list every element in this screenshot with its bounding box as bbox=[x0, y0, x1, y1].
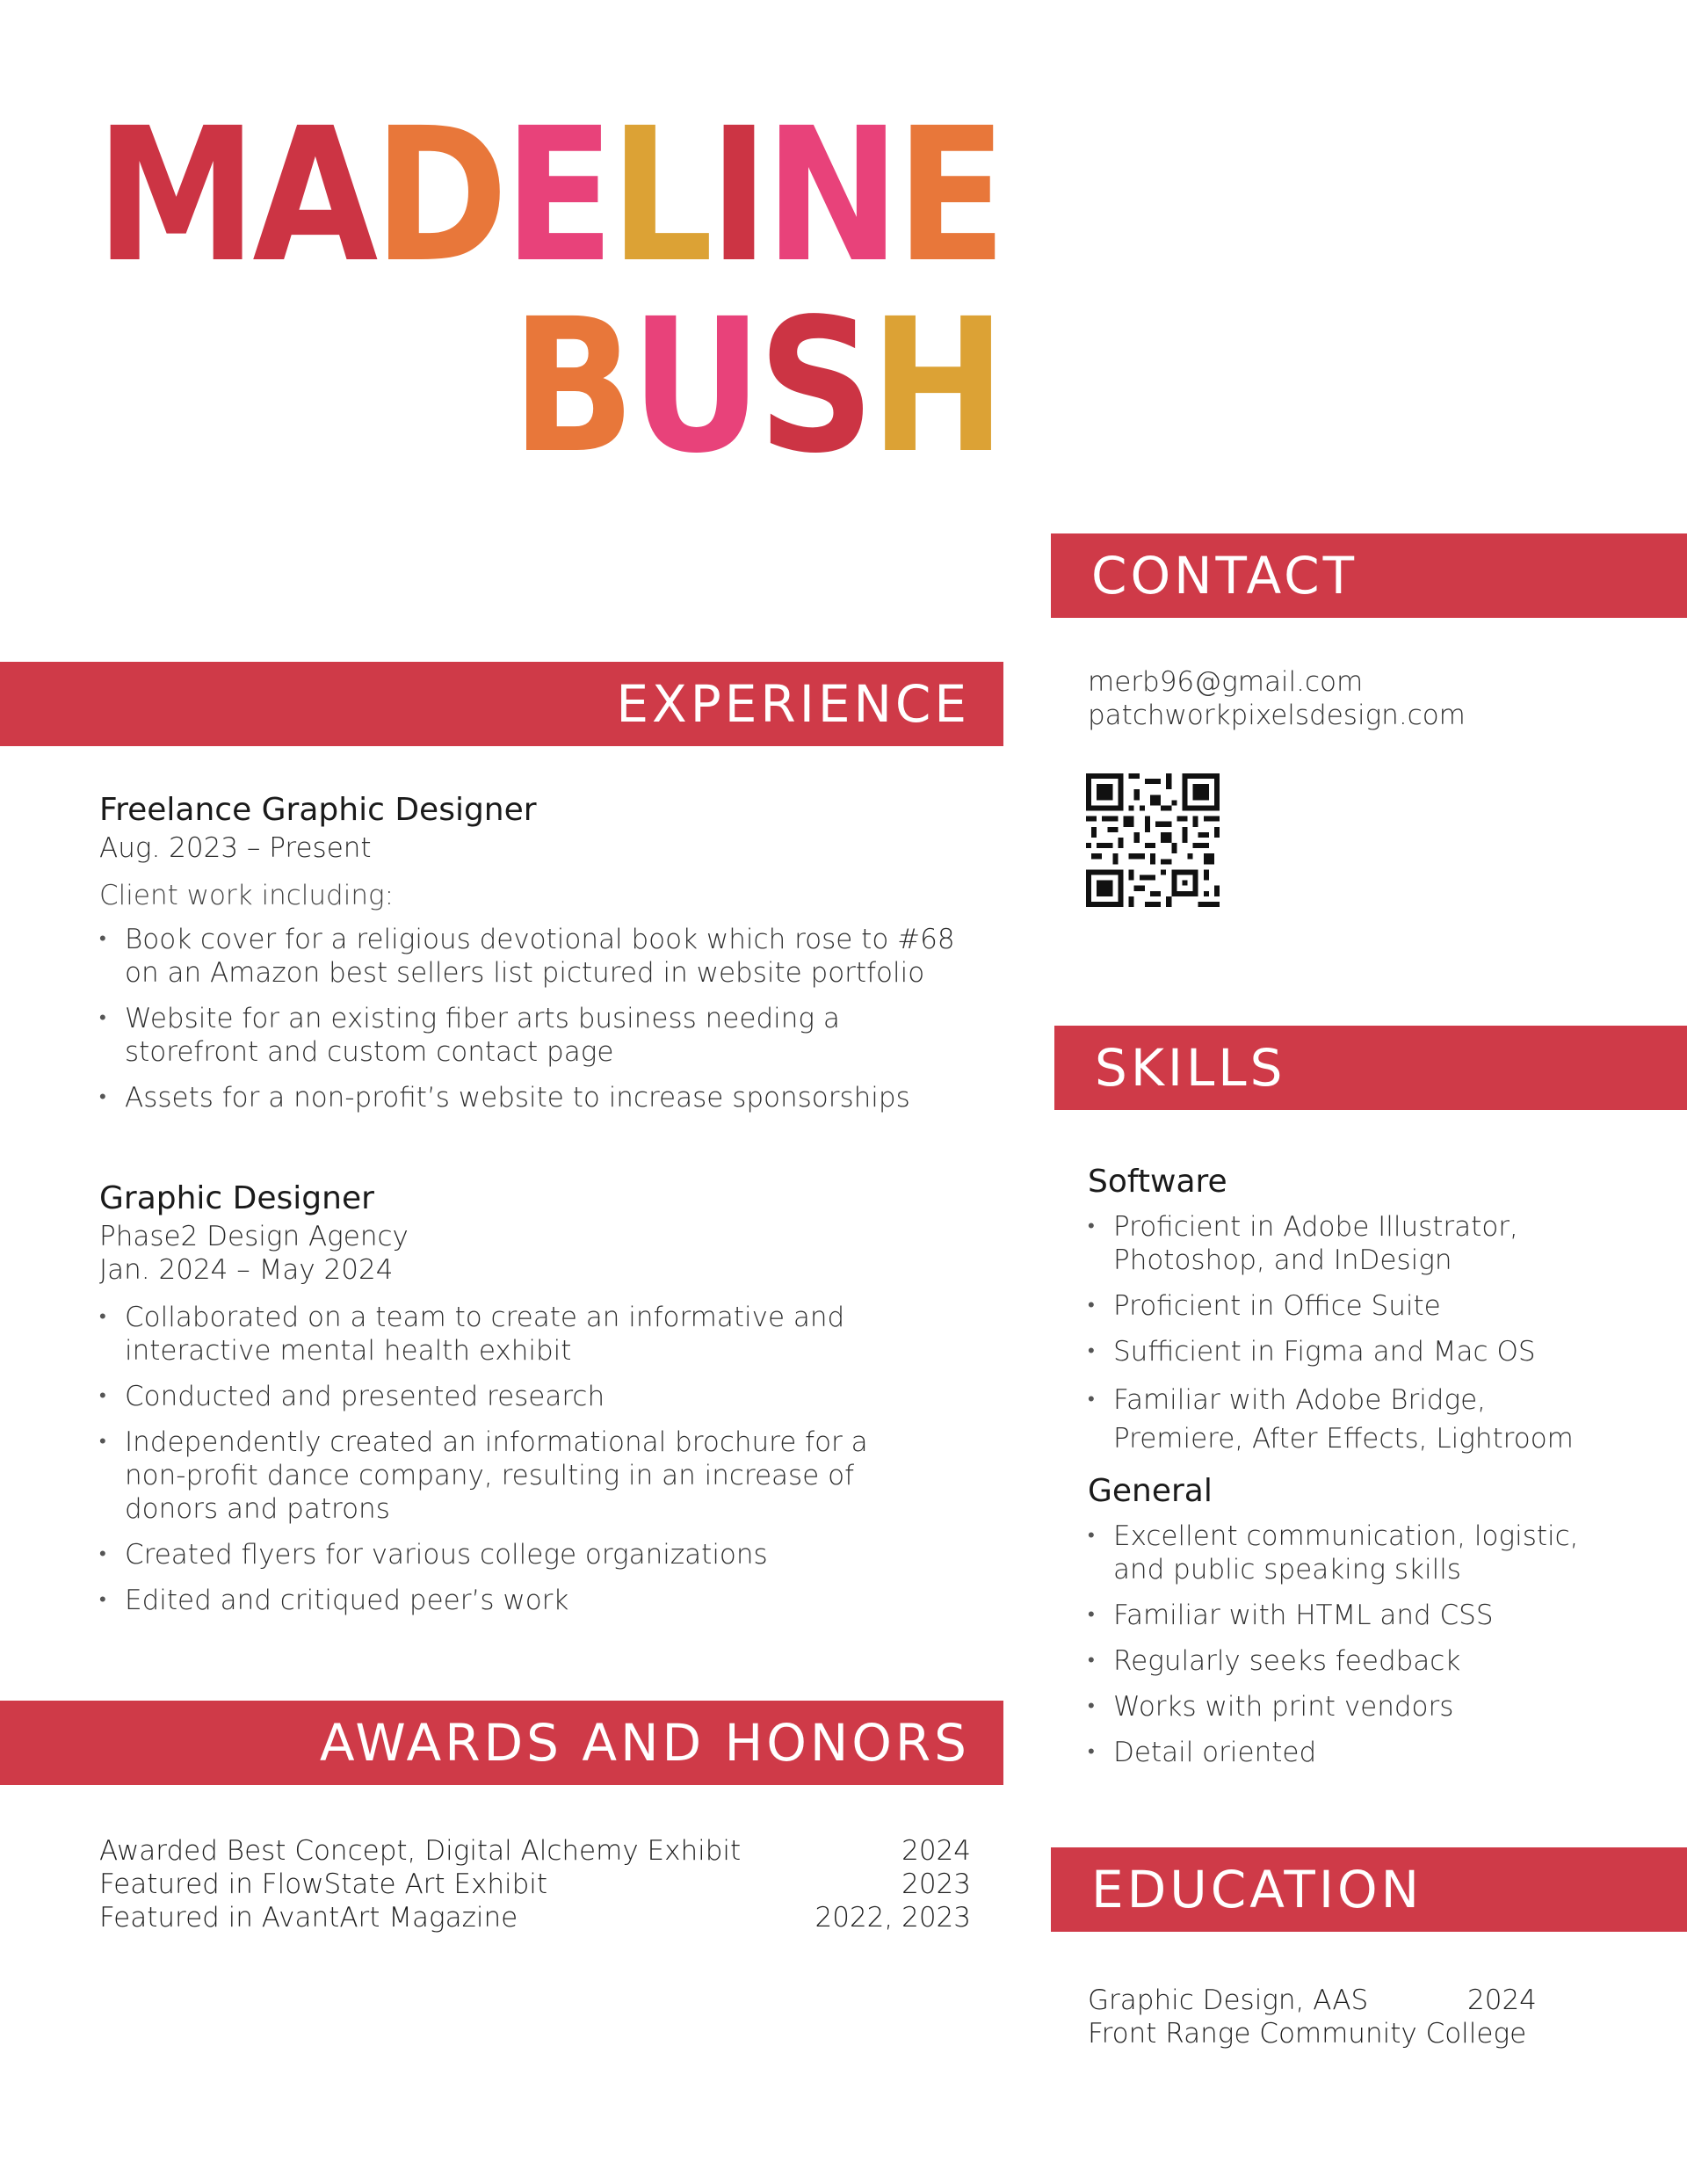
software-list bbox=[1088, 1210, 1650, 1458]
name-letters: E bbox=[503, 88, 610, 303]
award-row bbox=[99, 1868, 971, 1901]
list-item: • Proficient in Office Suite bbox=[1088, 1289, 1650, 1323]
contact-banner bbox=[1051, 533, 1687, 618]
job-freelance bbox=[99, 789, 978, 1127]
award-year: 2023 bbox=[901, 1868, 971, 1900]
award-label: Featured in FlowState Art Exhibit bbox=[99, 1868, 548, 1900]
job-dates: Jan. 2024 – May 2024 bbox=[99, 1254, 394, 1286]
name-letters: N bbox=[764, 88, 896, 303]
skills-section bbox=[1088, 1161, 1650, 1781]
name-letters: S bbox=[757, 279, 871, 494]
awards-banner bbox=[0, 1701, 1003, 1785]
list-item: • Proficient in Adobe Illustrator, Photoshop, and InDesign bbox=[1088, 1210, 1553, 1277]
list-item: • Familiar with Adobe Bridge, Premiere, After Effects, Lightroom bbox=[1088, 1381, 1605, 1458]
contact-section bbox=[1088, 665, 1650, 732]
name-letters: H bbox=[870, 279, 1002, 494]
job-title: Graphic Designer bbox=[99, 1180, 374, 1216]
list-item: • Familiar with HTML and CSS bbox=[1088, 1599, 1650, 1632]
name-letters: U bbox=[630, 279, 758, 494]
contact-email[interactable]: merb96@gmail.com bbox=[1088, 666, 1364, 698]
name-first bbox=[95, 88, 1002, 303]
list-item: • Regularly seeks feedback bbox=[1088, 1644, 1650, 1678]
award-label: Awarded Best Concept, Digital Alchemy Exhibit bbox=[99, 1835, 742, 1867]
list-item: • Book cover for a religious devotional book which rose to #68 on an Amazon best sellers list pictured in website portfolio bbox=[99, 923, 968, 990]
general-list bbox=[1088, 1520, 1650, 1769]
list-item: • Created flyers for various college organizations bbox=[99, 1538, 978, 1571]
education-row bbox=[1088, 1984, 1650, 2017]
list-item: • Edited and critiqued peer’s work bbox=[99, 1584, 978, 1617]
list-item: • Website for an existing fiber arts business needing a storefront and custom contact page bbox=[99, 1002, 880, 1069]
education-heading: EDUCATION bbox=[1091, 1860, 1423, 1919]
job-company: Phase2 Design Agency bbox=[99, 1221, 409, 1252]
education-year: 2024 bbox=[1467, 1984, 1537, 2016]
experience-banner bbox=[0, 662, 1003, 746]
list-item: • Detail oriented bbox=[1088, 1736, 1650, 1769]
contact-heading: CONTACT bbox=[1091, 546, 1358, 606]
job-phase2 bbox=[99, 1178, 978, 1629]
experience-heading: EXPERIENCE bbox=[616, 674, 970, 734]
name-letters: I bbox=[708, 88, 764, 303]
qr-code-icon[interactable] bbox=[1086, 773, 1220, 907]
awards-heading: AWARDS AND HONORS bbox=[319, 1713, 970, 1773]
general-heading: General bbox=[1088, 1473, 1213, 1509]
award-year: 2022, 2023 bbox=[815, 1902, 971, 1934]
education-school: Front Range Community College bbox=[1088, 2018, 1527, 2050]
awards-list bbox=[99, 1834, 971, 1934]
skills-heading: SKILLS bbox=[1095, 1038, 1286, 1098]
name-letters: MA bbox=[95, 88, 373, 303]
skills-banner bbox=[1054, 1026, 1687, 1110]
job-title: Freelance Graphic Designer bbox=[99, 792, 537, 828]
name-letters: D bbox=[373, 88, 503, 303]
list-item: • Excellent communication, logistic, and public speaking skills bbox=[1088, 1520, 1623, 1586]
name-letters: E bbox=[895, 88, 1002, 303]
contact-website[interactable]: patchworkpixelsdesign.com bbox=[1088, 700, 1466, 731]
job-dates: Aug. 2023 – Present bbox=[99, 832, 372, 864]
award-row bbox=[99, 1834, 971, 1868]
list-item: • Collaborated on a team to create an informative and interactive mental health exhibit bbox=[99, 1301, 880, 1368]
list-item: • Works with print vendors bbox=[1088, 1690, 1650, 1723]
list-item: • Independently created an informational brochure for a non-profit dance company, resulting in an increase of donors and patrons bbox=[99, 1426, 898, 1526]
list-item: • Sufficient in Figma and Mac OS bbox=[1088, 1335, 1650, 1368]
award-label: Featured in AvantArt Magazine bbox=[99, 1902, 518, 1934]
name-letters: B bbox=[511, 279, 631, 494]
software-heading: Software bbox=[1088, 1164, 1227, 1200]
job-intro: Client work including: bbox=[99, 880, 395, 911]
education-banner bbox=[1051, 1847, 1687, 1932]
job-bullets bbox=[99, 923, 978, 1114]
job-bullets bbox=[99, 1301, 978, 1617]
award-row bbox=[99, 1901, 971, 1934]
list-item: • Assets for a non-profit’s website to increase sponsorships bbox=[99, 1081, 978, 1114]
education-section bbox=[1088, 1984, 1650, 2050]
award-year: 2024 bbox=[901, 1835, 971, 1867]
education-degree: Graphic Design, AAS bbox=[1088, 1984, 1369, 2016]
list-item: • Conducted and presented research bbox=[99, 1380, 978, 1413]
name-letters: L bbox=[609, 88, 709, 303]
name-last bbox=[511, 279, 1002, 494]
